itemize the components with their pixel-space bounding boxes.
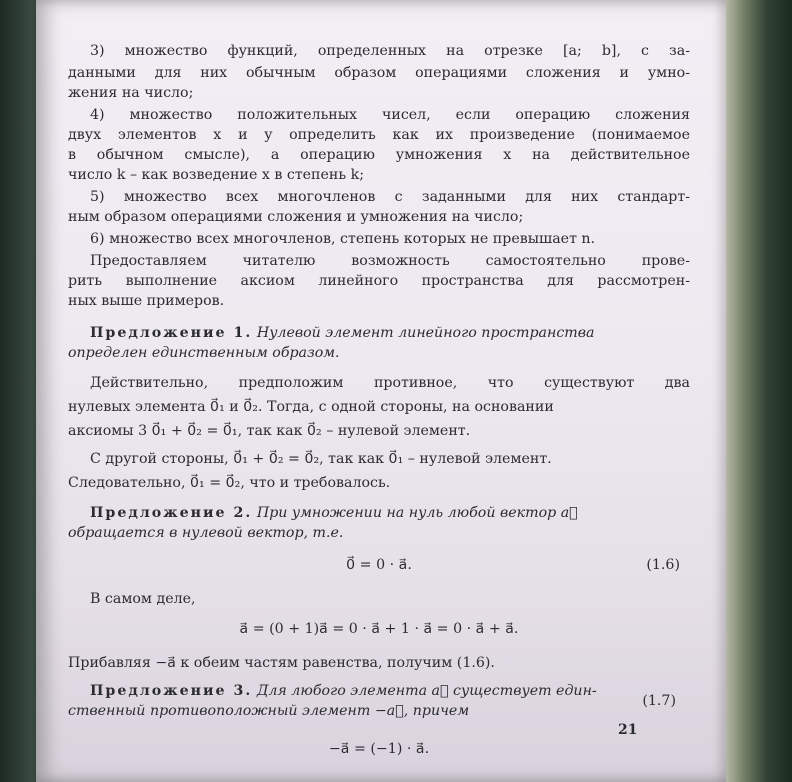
proposition-2 <box>68 504 690 522</box>
text-line: определен единственным образом. <box>68 345 340 361</box>
text-line: При умножении на нуль любой вектор a⃗ <box>256 505 578 521</box>
equation-text: 0⃗ = 0 · a⃗. <box>346 557 412 573</box>
equation: a⃗ = (0 + 1)a⃗ = 0 · a⃗ + 1 · a⃗ = 0 · a⃗ + a⃗. <box>239 621 519 637</box>
text-line: Для любого элемента a⃗ существует един- <box>256 683 597 699</box>
text-line: аксиомы 3 0⃗₁ + 0⃗₂ = 0⃗₁, так как 0⃗₂ – нулевой элемент. <box>68 423 471 439</box>
text-line: ным образом операциями сложения и умножения на число; <box>68 209 524 225</box>
text-line: ных выше примеров. <box>68 293 225 309</box>
text-line: Следовательно, 0⃗₁ = 0⃗₂, что и требовалось. <box>68 475 391 491</box>
text-line: рить выполнение аксиом линейного пространства для рассмотрен- <box>68 273 690 289</box>
text-line: 6) множество всех многочленов, степень которых не превышает n. <box>90 231 596 247</box>
equation-number: (1.7) <box>642 693 676 709</box>
text-line: данными для них обычным образом операциями сложения и умно- <box>68 65 690 81</box>
text-line: Предоставляем читателю возможность самостоятельно прове- <box>90 253 690 269</box>
text-line: 4) множество положительных чисел, если операцию сложения <box>90 107 690 123</box>
text-line: С другой стороны, 0⃗₁ + 0⃗₂ = 0⃗₂, так как 0⃗₁ – нулевой элемент. <box>90 451 552 467</box>
book-page <box>36 0 726 782</box>
text-line: Действительно, предположим противное, что существуют два <box>90 375 690 391</box>
text-line: Прибавляя −a⃗ к обеим частям равенства, получим (1.6). <box>68 655 495 671</box>
proposition-label: Предложение 3. <box>90 683 253 699</box>
proposition-label: Предложение 1. <box>90 325 253 341</box>
text-line: нулевых элемента 0⃗₁ и 0⃗₂. Тогда, с одной стороны, на основании <box>68 399 554 415</box>
text-line: обращается в нулевой вектор, т.е. <box>68 525 344 541</box>
text-line: двух элементов x и y определить как их произведение (понимаемое <box>68 127 690 143</box>
proposition-1 <box>68 324 690 342</box>
proposition-3 <box>68 682 690 700</box>
text-line: Нулевой элемент линейного пространства <box>256 325 595 341</box>
text-line: число k – как возведение x в степень k; <box>68 167 364 183</box>
text-line: 3) множество функций, определенных на отрезке [a; b], с за- <box>90 43 690 59</box>
page-number: 21 <box>618 722 638 738</box>
text-line: В самом деле, <box>90 591 196 607</box>
equation-number: (1.6) <box>646 557 680 573</box>
text-line: 5) множество всех многочленов с заданными для них стандарт- <box>90 189 690 205</box>
text-line: ственный противоположный элемент −a⃗, причем <box>68 703 470 719</box>
proposition-label: Предложение 2. <box>90 505 253 521</box>
text-line: в обычном смысле), а операцию умножения x на действительное <box>68 147 690 163</box>
text-line: жения на число; <box>68 85 194 101</box>
equation-1-6 <box>68 556 690 574</box>
equation-1-7: −a⃗ = (−1) · a⃗. <box>328 741 430 757</box>
